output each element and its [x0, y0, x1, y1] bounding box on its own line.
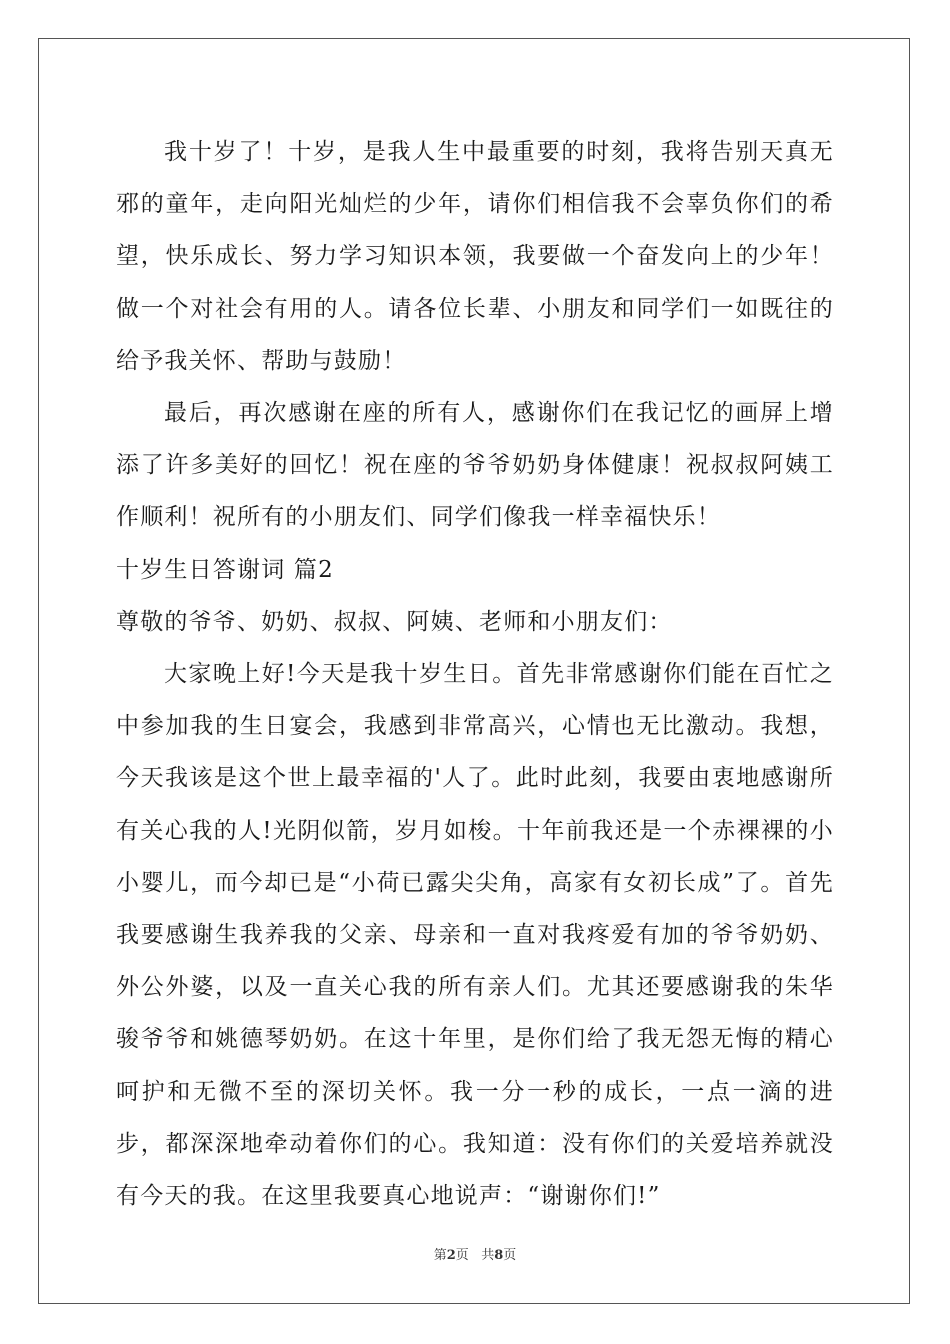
- salutation: 尊敬的爷爷、奶奶、叔叔、阿姨、老师和小朋友们：: [116, 608, 673, 635]
- page-footer: [0, 1244, 950, 1263]
- footer-prefix: 第: [433, 1248, 447, 1263]
- footer-total-suffix: 页: [503, 1248, 517, 1263]
- paragraph-speech-body: 大家晚上好!今天是我十岁生日。首先非常感谢你们能在百忙之中参加我的生日宴会，我感到非常高兴，心情也无比激动。我想，今天我该是这个世上最幸福的'人了。此时此刻，我要由衷地感谢所有关心我的人!光阴似箭，岁月如梭。十年前我还是一个赤裸裸的小小婴儿，而今却已是“小荷已露尖尖角，高家有女初长成”了。首先我要感谢生我养我的父亲、母亲和一直对我疼爱有加的爷爷奶奶、外公外婆，以及一直关心我的所有亲人们。尤其还要感谢我的朱华骏爷爷和姚德琴奶奶。在这十年里，是你们给了我无怨无悔的精心呵护和无微不至的深切关怀。我一分一秒的成长，一点一滴的进步，都深深地牵动着你们的心。我知道：没有你们的关爱培养就没有今天的我。在这里我要真心地说声：“谢谢你们!”: [116, 661, 834, 1210]
- footer-total-prefix: 共: [481, 1248, 495, 1263]
- document-body: [116, 126, 834, 1222]
- footer-total-pages: 8: [494, 1248, 504, 1263]
- paragraph-closing-wishes: 我十岁了！十岁，是我人生中最重要的时刻，我将告别天真无邪的童年，走向阳光灿烂的少年，请你们相信我不会辜负你们的希望，快乐成长、努力学习知识本领，我要做一个奋发向上的少年！做一个对社会有用的人。请各位长辈、小朋友和同学们一如既往的给予我关怀、帮助与鼓励！: [116, 139, 834, 374]
- section-heading: 十岁生日答谢词 篇2: [116, 556, 334, 583]
- paragraph-final-thanks: 最后，再次感谢在座的所有人，感谢你们在我记忆的画屏上增添了许多美好的回忆！祝在座的爷爷奶奶身体健康！祝叔叔阿姨工作顺利！祝所有的小朋友们、同学们像我一样幸福快乐！: [116, 400, 834, 531]
- footer-page-number: 2: [446, 1248, 456, 1263]
- footer-page-suffix: 页: [455, 1248, 469, 1263]
